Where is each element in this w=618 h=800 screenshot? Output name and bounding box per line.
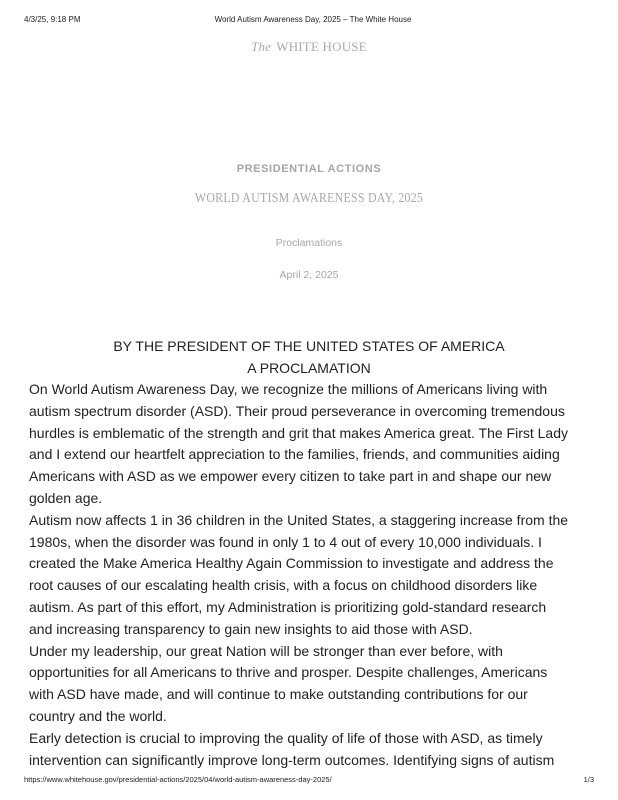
paragraph: Under my leadership, our great Nation will be stronger than ever before, with opportunities for all Americans to thrive and prosper. Despite challenges, Americans with ASD have made, and will continue to make outstanding contributions for our country and the world. bbox=[29, 642, 548, 724]
section-label[interactable]: PRESIDENTIAL ACTIONS bbox=[236, 163, 382, 175]
page-title: WORLD AUTISM AWARENESS DAY, 2025 bbox=[194, 190, 424, 205]
paragraph: Early detection is crucial to improving the quality of life of those with ASD, as timely intervention can significantly improve long-term outcomes. Identifying signs of autism bbox=[29, 729, 555, 768]
print-header-title: World Autism Awareness Day, 2025 – The White House bbox=[214, 15, 412, 24]
white-house-logo[interactable] bbox=[0, 39, 618, 55]
proclamation-heading: A PROCLAMATION bbox=[247, 360, 371, 376]
print-footer-url: https://www.whitehouse.gov/presidential-actions/2025/04/world-autism-awareness-day-2025/ bbox=[24, 775, 332, 784]
print-footer-page-number: 1/3 bbox=[583, 775, 594, 784]
category-link[interactable]: Proclamations bbox=[275, 237, 343, 249]
by-line: BY THE PRESIDENT OF THE UNITED STATES OF AMERICA bbox=[113, 338, 505, 354]
logo-the: The bbox=[251, 39, 272, 54]
logo-name: WHITE HOUSE bbox=[276, 39, 367, 54]
paragraph: Autism now affects 1 in 36 children in the United States, a staggering increase from the 1980s, when the disorder was found in only 1 to 4 out of every 10,000 individuals. I created the Make America Healthy Again Commission to investigate and address the root causes of our escalating health crisis, with a focus on childhood disorders like autism. As part of this effort, my Administration is prioritizing gold-standard research and increasing transparency to gain new insights to aid those with ASD. bbox=[29, 511, 569, 637]
publish-date: April 2, 2025 bbox=[279, 269, 339, 281]
paragraph: On World Autism Awareness Day, we recognize the millions of Americans living with autism spectrum disorder (ASD). Their proud perseverance in overcoming tremendous hurdles is emblematic of the strength and grit that makes America great. The First Lady and I extend our heartfelt appreciation to the families, friends, and communities aiding Americans with ASD as we empower every citizen to take part in and shape our new golden age. bbox=[29, 381, 568, 506]
article-body bbox=[29, 379, 597, 771]
print-header-datetime: 4/3/25, 9:18 PM bbox=[24, 15, 81, 24]
